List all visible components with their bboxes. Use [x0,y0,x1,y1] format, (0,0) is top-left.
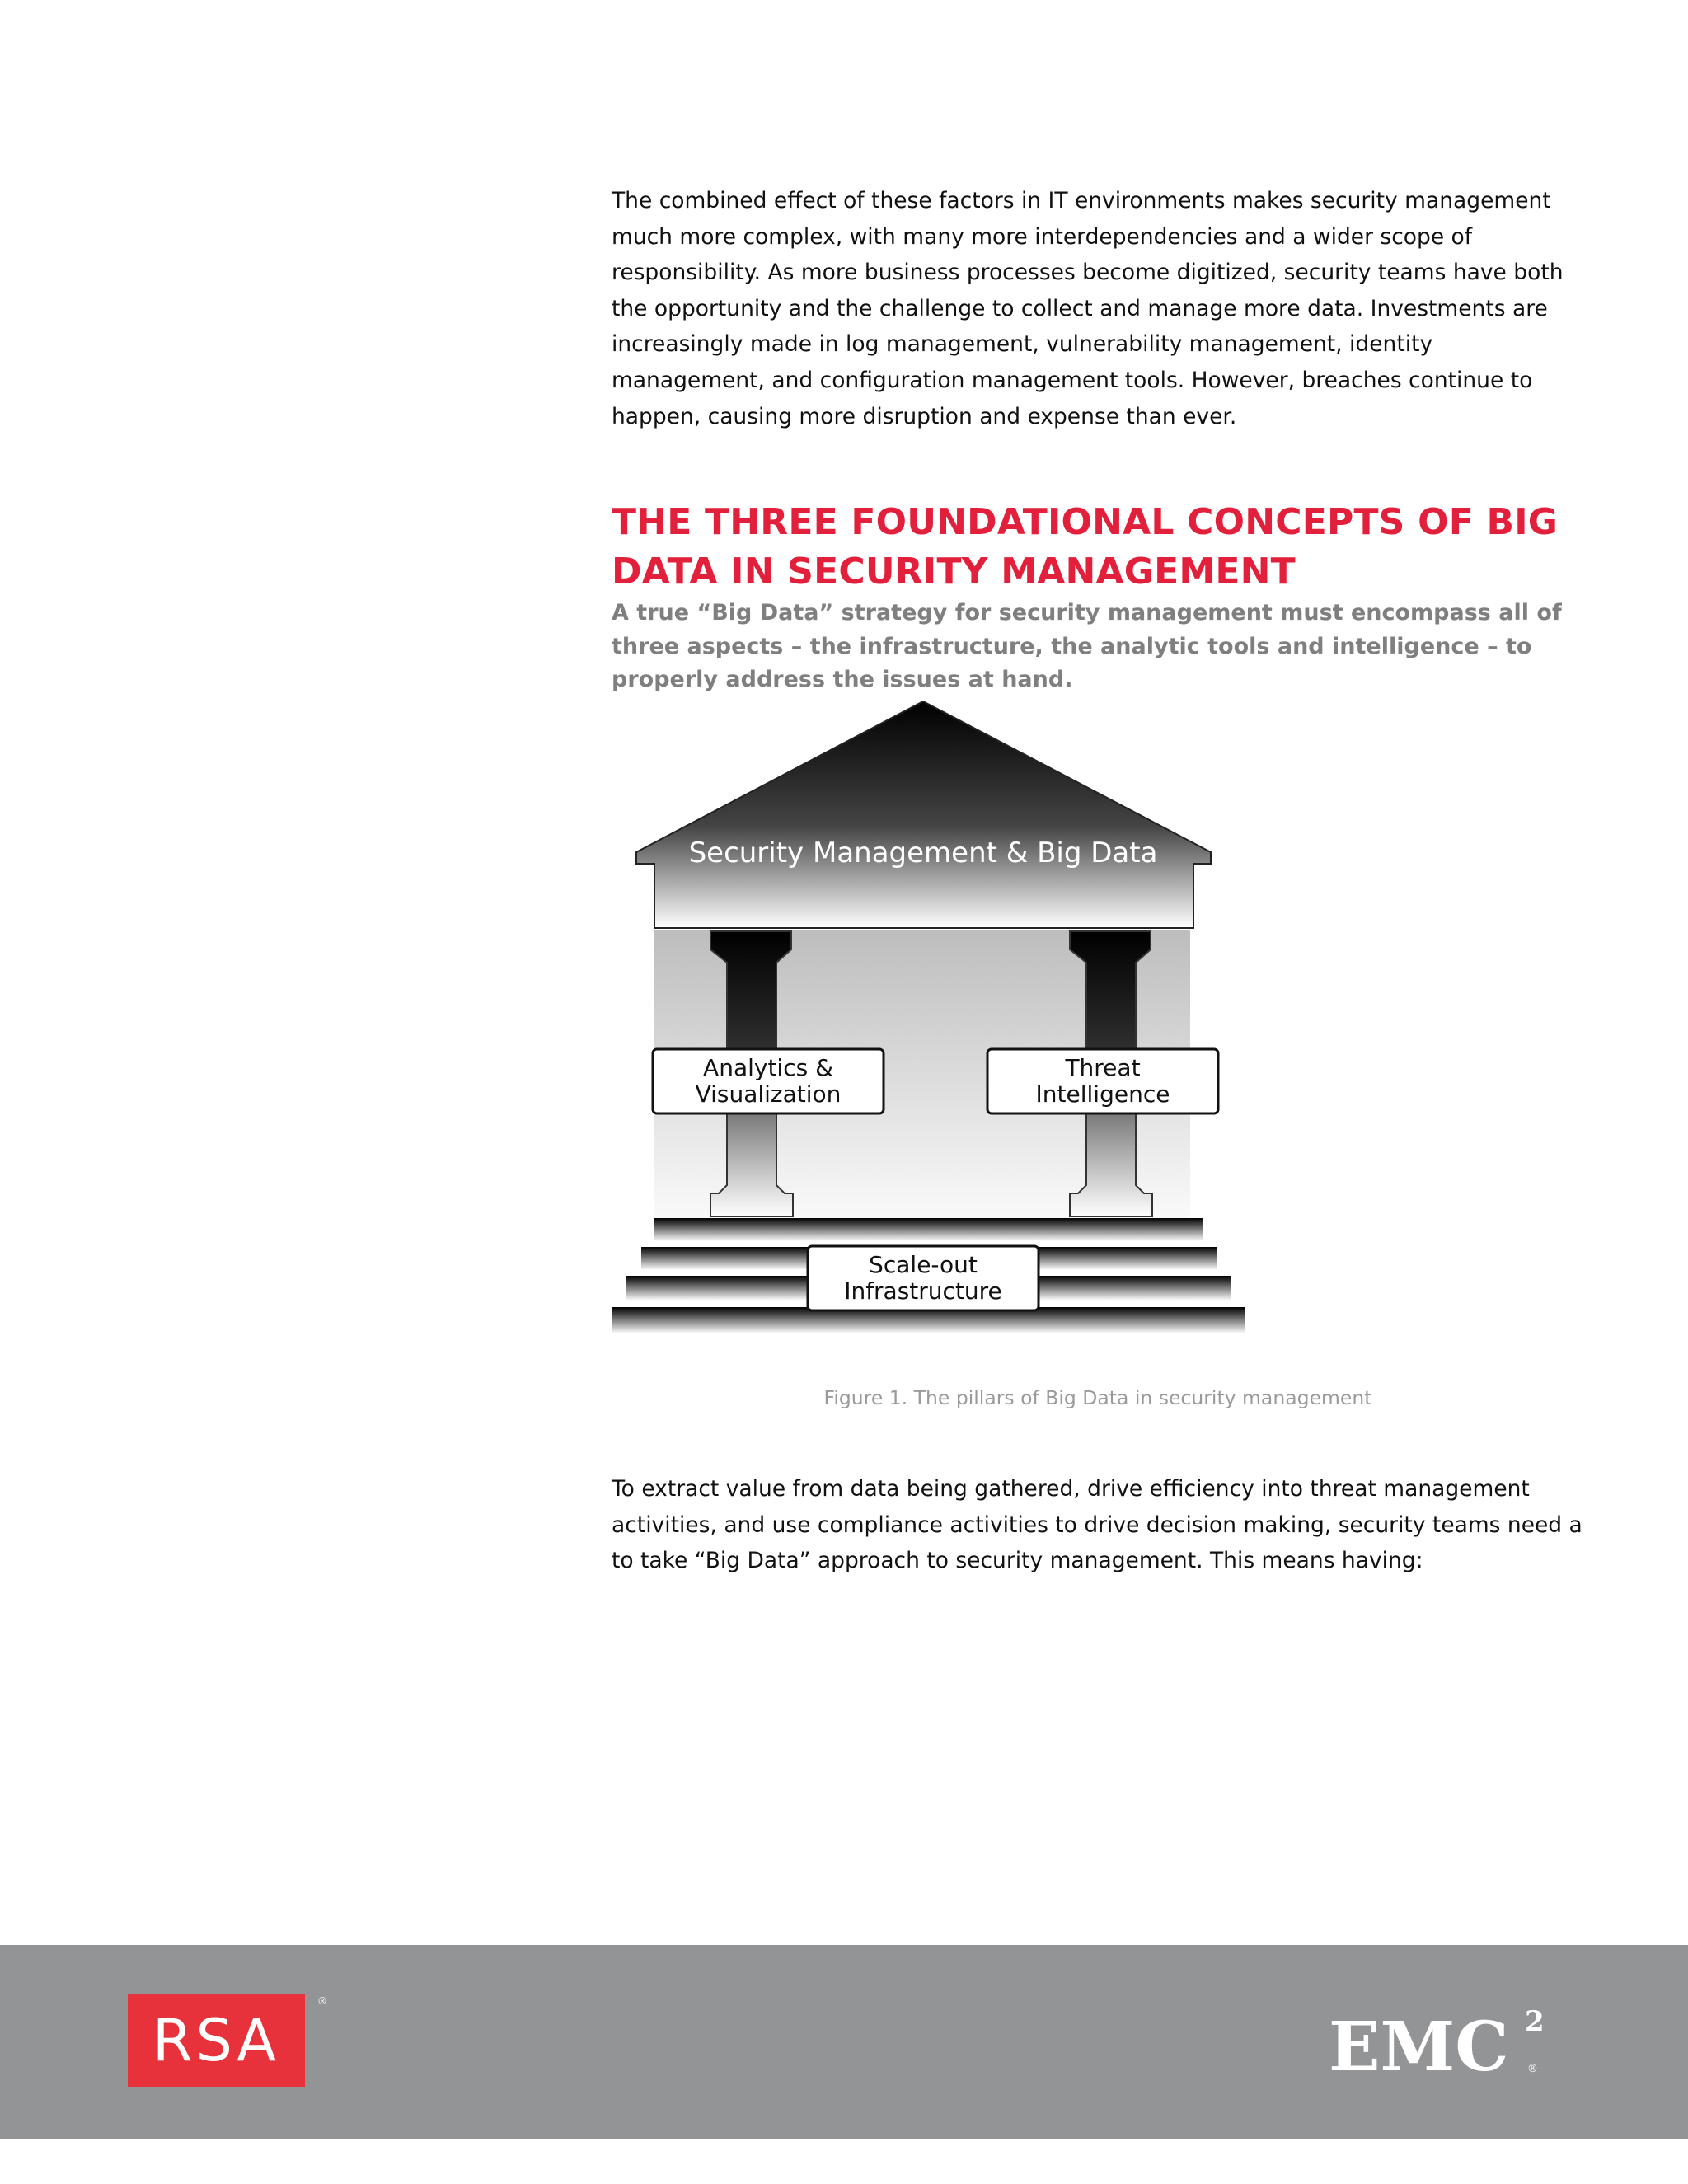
section-heading: THE THREE FOUNDATIONAL CONCEPTS OF BIG DATA IN SECURITY MANAGEMENT [612,501,1559,593]
infrastructure-label-line1: Scale-out [869,1251,978,1278]
threat-label-line2: Intelligence [1035,1080,1170,1108]
rsa-logo-text: RSA [152,2007,280,2074]
threat-label-line1: Threat [1065,1054,1141,1081]
temple-roof [636,701,1211,928]
svg-text:2: 2 [1525,2005,1545,2038]
section-lead: A true “Big Data” strategy for security management must encompass all of three aspects – the infrastructure, the analytic tools and intelligence – to properly address the issues at hand. [612,600,1562,692]
analytics-visualization-box [653,1049,884,1113]
closing-paragraph: To extract value from data being gathered, drive efficiency into threat management activities, and use compliance activities to drive decision making, security teams need a to take “Big Data” approach to security management. This means having: [612,1476,1582,1574]
analytics-label-line1: Analytics & [703,1054,833,1081]
emc-logo-icon [1329,2003,1551,2087]
figure-caption: Figure 1. The pillars of Big Data in security management [823,1386,1372,1409]
pillars-diagram [612,699,1245,1358]
intro-paragraph: The combined effect of these factors in IT environments makes security management much more complex, with many more interdependencies and a wider scope of responsibility. As more business processes become digitized, security teams have both the opportunity and the challenge to collect and manage more data. Investments are increasingly made in log management, vulnerability management, identity management, and configuration management tools. However, breaches continue to happen, causing more disruption and expense than ever. [612,188,1564,429]
rsa-logo-icon [128,1994,327,2087]
roof-label: Security Management & Big Data [688,837,1158,869]
scale-out-infrastructure-box [808,1246,1039,1310]
emc-logo-text: EMC [1329,2008,1509,2087]
infrastructure-label-line2: Infrastructure [844,1277,1002,1305]
threat-intelligence-box [987,1049,1218,1113]
svg-text:®: ® [1527,2063,1538,2075]
analytics-label-line2: Visualization [695,1080,842,1108]
svg-text:®: ® [317,1995,327,2007]
